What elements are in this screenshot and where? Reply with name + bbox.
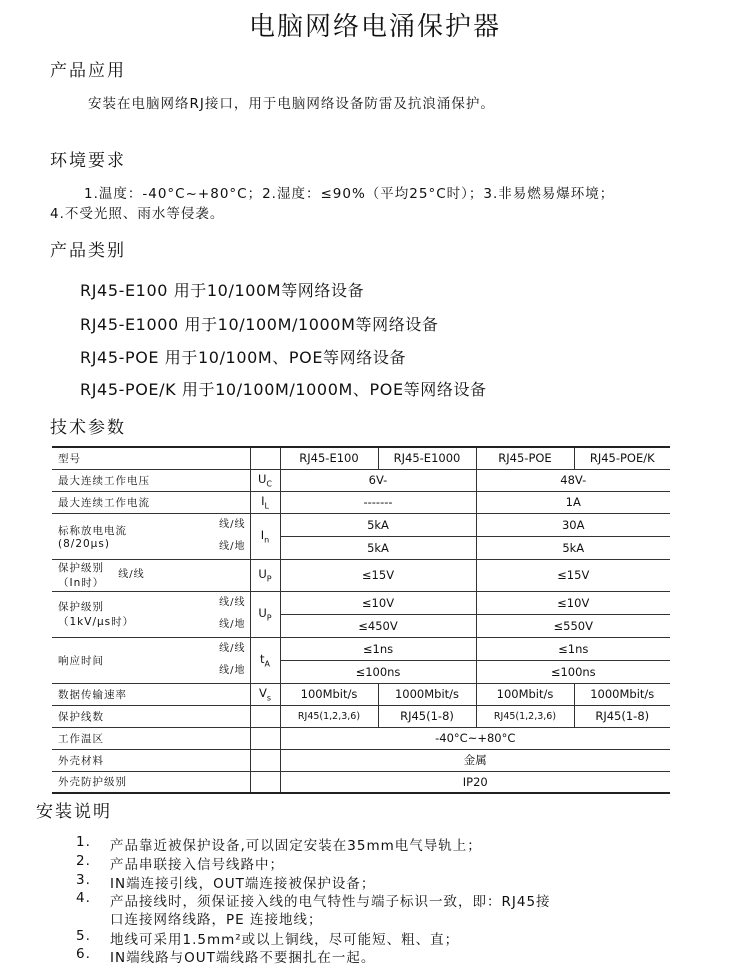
value-cell: 5kA: [367, 517, 389, 532]
install-item-number: 5.: [76, 928, 91, 944]
value-cell: RJ45(1-8): [574, 705, 670, 727]
row-label-main: 响应时间: [58, 654, 104, 667]
row-label: 数据传输速率: [52, 683, 250, 705]
value-cell: 5kA: [477, 536, 671, 559]
install-item-text: 产品串联接入信号线路中；: [110, 857, 284, 873]
section-heading-application: 产品应用: [50, 61, 126, 81]
line-type-label: 线/线: [219, 519, 246, 530]
row-label: 工作温区: [52, 727, 250, 749]
table-row-in: [52, 513, 670, 559]
value-cell: 6V-: [280, 469, 476, 491]
model-name: RJ45-E100: [280, 447, 378, 469]
value-cell: ≤100ns: [477, 660, 671, 683]
table-row-uc: [52, 469, 670, 491]
value-cell: ≤1ns: [558, 641, 589, 656]
category-item: RJ45-POE 用于10/100M、POE等网络设备: [80, 348, 407, 367]
row-label: 保护线数: [52, 705, 250, 727]
symbol: [250, 591, 280, 637]
symbol-sub: L: [264, 501, 269, 511]
value-cell: ≤450V: [281, 614, 476, 637]
line-type-label: 线/地: [219, 541, 246, 552]
symbol: [250, 637, 280, 683]
value-cell: 30A: [561, 517, 585, 532]
symbol-main: t: [260, 651, 265, 666]
install-item-number: 2.: [76, 853, 91, 869]
table-row-lines: [52, 705, 670, 727]
symbol-sub: C: [266, 479, 272, 489]
table-row-ip: [52, 771, 670, 793]
row-label-sub: (8/20μs): [58, 537, 110, 550]
value-cell: 100Mbit/s: [280, 683, 378, 705]
symbol-main: U: [258, 605, 267, 620]
value-cell: -------: [280, 491, 476, 513]
row-label: [52, 559, 250, 591]
install-item-number: 1.: [76, 834, 91, 850]
row-label: 外壳防护级别: [52, 771, 250, 793]
value-cell: ≤15V: [280, 559, 476, 591]
environment-line-2: 4.不受光照、雨水等侵袭。: [50, 206, 225, 222]
symbol-sub: P: [266, 574, 272, 584]
install-item-text: IN端线路与OUT端线路不要捆扎在一起。: [110, 950, 376, 966]
value-cell: RJ45(1,2,3,6): [476, 705, 574, 727]
symbol: [250, 559, 280, 591]
row-label-main: 保护级别: [58, 562, 104, 574]
install-item-number: 3.: [76, 872, 91, 888]
row-label: [52, 513, 250, 559]
section-heading-environment: 环境要求: [50, 151, 126, 171]
install-item-text: IN端连接引线，OUT端连接被保护设备；: [110, 876, 376, 892]
value-cell: 1A: [476, 491, 670, 513]
value-cell: 5kA: [281, 536, 476, 559]
row-label: 最大连续工作电流: [52, 491, 250, 513]
install-item-text: 产品接线时，须保证接入线的电气特性与端子标识一致，即：RJ45接: [110, 894, 551, 910]
row-label-main: 标称放电电流: [58, 524, 127, 537]
symbol-main: V: [258, 685, 267, 700]
symbol-main: I: [260, 527, 265, 542]
line-type-label: 线/线: [219, 597, 246, 608]
params-table: [52, 446, 670, 794]
value-cell: ≤10V: [557, 595, 590, 610]
symbol: [250, 683, 280, 705]
category-item: RJ45-POE/K 用于10/100M/1000M、POE等网络设备: [80, 380, 487, 399]
table-row-up-1kv: [52, 591, 670, 637]
value-cell: 1000Mbit/s: [574, 683, 670, 705]
model-name: RJ45-POE: [476, 447, 574, 469]
table-row-vs: [52, 683, 670, 705]
value-cell: ≤15V: [476, 559, 670, 591]
value-cell: ≤1ns: [362, 641, 394, 656]
symbol-sub: A: [264, 659, 270, 669]
line-type-label: 线/地: [219, 619, 246, 630]
row-label: [52, 591, 250, 637]
value-cell: 1000Mbit/s: [378, 683, 476, 705]
value-cell: RJ45(1,2,3,6): [280, 705, 378, 727]
value-cell: RJ45(1-8): [378, 705, 476, 727]
row-label-main: 保护级别: [58, 601, 104, 613]
page-title: 电脑网络电涌保护器: [248, 12, 501, 42]
symbol-sub: s: [266, 693, 272, 703]
line-type-label: 线/线: [219, 643, 246, 654]
section-heading-params: 技术参数: [50, 418, 126, 438]
row-label-sub: （1kV/μs时）: [58, 616, 135, 628]
row-label: 外壳材料: [52, 749, 250, 771]
symbol: [250, 469, 280, 491]
value-cell: ≤100ns: [281, 660, 476, 683]
value-cell: -40°C~+80°C: [280, 727, 670, 749]
symbol-sub: P: [266, 613, 272, 623]
symbol-main: I: [261, 493, 265, 508]
row-label: [52, 637, 250, 683]
row-label: 最大连续工作电压: [52, 469, 250, 491]
value-cell: 100Mbit/s: [476, 683, 574, 705]
line-type-label: 线/线: [118, 569, 145, 580]
value-cell: ≤550V: [477, 614, 671, 637]
install-item-text-continued: 口连接网络线路，PE 连接地线；: [110, 912, 323, 928]
install-item-number: 6.: [76, 946, 91, 962]
model-name: RJ45-POE/K: [574, 447, 670, 469]
row-label-sub: （In时）: [58, 577, 105, 589]
symbol-main: U: [258, 566, 267, 581]
table-row-ta: [52, 637, 670, 683]
table-row-up-in: [52, 559, 670, 591]
install-item-number: 4.: [76, 890, 91, 906]
symbol: [250, 513, 280, 559]
table-row-il: [52, 491, 670, 513]
value-cell: 48V-: [476, 469, 670, 491]
section-heading-install: 安装说明: [36, 802, 112, 822]
symbol-main: U: [257, 471, 267, 486]
section-heading-categories: 产品类别: [50, 241, 126, 261]
install-item-text: 产品靠近被保护设备,可以固定安装在35mm电气导轨上；: [110, 838, 482, 854]
environment-line-1: 1.温度：-40°C~+80°C；2.湿度：≤90%（平均25°C时）；3.非易燃易爆环境；: [84, 186, 615, 202]
table-row-header: [52, 447, 670, 469]
value-cell: 金属: [280, 749, 670, 771]
table-row-material: [52, 749, 670, 771]
value-cell: IP20: [280, 771, 670, 793]
symbol: [250, 491, 280, 513]
value-cell: ≤10V: [361, 595, 395, 610]
category-item: RJ45-E1000 用于10/100M/1000M等网络设备: [80, 315, 439, 334]
category-item: RJ45-E100 用于10/100M等网络设备: [80, 281, 365, 300]
application-text: 安装在电脑网络RJ接口，用于电脑网络设备防雷及抗浪涌保护。: [88, 96, 495, 112]
symbol-sub: n: [264, 535, 270, 545]
line-type-label: 线/地: [219, 665, 246, 676]
model-name: RJ45-E1000: [378, 447, 476, 469]
install-item-text: 地线可采用1.5mm²或以上铜线，尽可能短、粗、直；: [110, 932, 460, 948]
header-label: 型号: [52, 447, 250, 469]
table-row-temp: [52, 727, 670, 749]
